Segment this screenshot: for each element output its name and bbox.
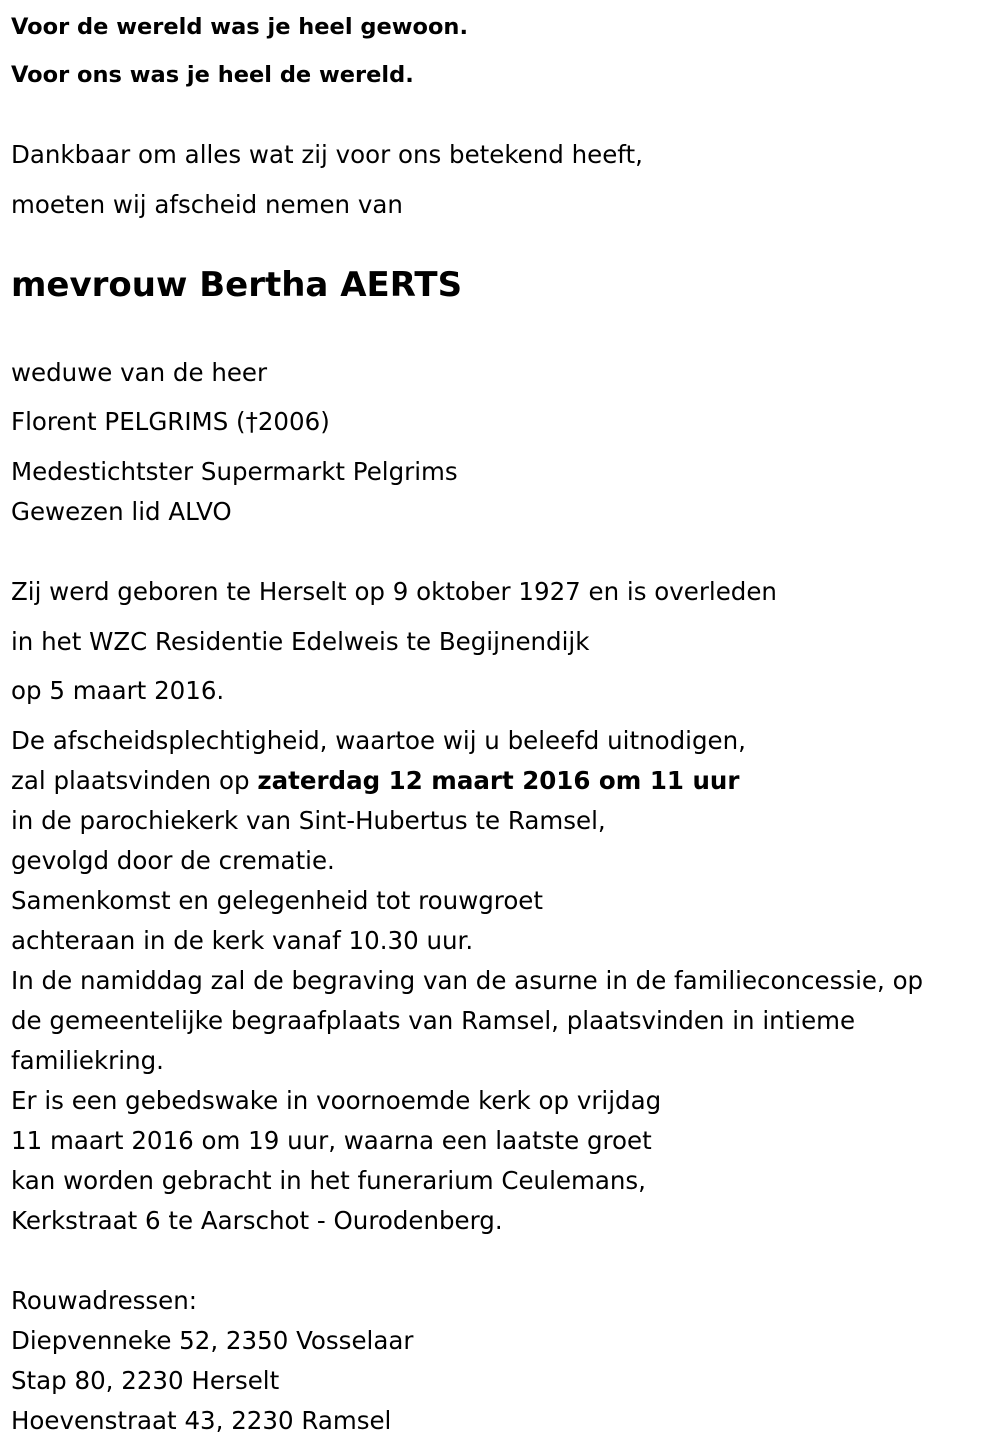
intro-line-1: Dankbaar om alles wat zij voor ons betekend heeft,	[11, 140, 643, 169]
ceremony-line: 11 maart 2016 om 19 uur, waarna een laatste groet	[11, 1126, 652, 1155]
spouse-death-year: 2006)	[257, 407, 330, 436]
widow-of-line: weduwe van de heer	[11, 358, 268, 387]
spouse-name: Florent PELGRIMS (	[11, 407, 246, 436]
ceremony-line: in de parochiekerk van Sint-Hubertus te Ramsel,	[11, 806, 606, 835]
spouse-name-line	[11, 407, 330, 436]
motto-line-1: Voor de wereld was je heel gewoon.	[11, 14, 468, 40]
birth-death-line: Zij werd geboren te Herselt op 9 oktober 1927 en is overleden	[11, 577, 777, 606]
ceremony-line: de gemeentelijke begraafplaats van Ramsel, plaatsvinden in intieme	[11, 1006, 856, 1035]
motto-line-2: Voor ons was je heel de wereld.	[11, 62, 414, 88]
ceremony-line: Kerkstraat 6 te Aarschot - Ourodenberg.	[11, 1206, 503, 1235]
address-line: Hoevenstraat 43, 2230 Ramsel	[11, 1406, 392, 1435]
birth-death-line: op 5 maart 2016.	[11, 676, 225, 705]
ceremony-line: gevolgd door de crematie.	[11, 846, 335, 875]
ceremony-date-prefix: zal plaatsvinden op	[11, 766, 258, 795]
addresses-heading: Rouwadressen:	[11, 1286, 198, 1315]
ceremony-line: achteraan in de kerk vanaf 10.30 uur.	[11, 926, 474, 955]
ceremony-line: De afscheidsplechtigheid, waartoe wij u beleefd uitnodigen,	[11, 726, 746, 755]
ceremony-line: Samenkomst en gelegenheid tot rouwgroet	[11, 886, 543, 915]
ceremony-line: kan worden gebracht in het funerarium Ceulemans,	[11, 1166, 646, 1195]
ceremony-line: Er is een gebedswake in voornoemde kerk op vrijdag	[11, 1086, 662, 1115]
intro-line-2: moeten wij afscheid nemen van	[11, 190, 403, 219]
address-line: Diepvenneke 52, 2350 Vosselaar	[11, 1326, 414, 1355]
ceremony-date-line	[11, 766, 740, 795]
role-line: Medestichtster Supermarkt Pelgrims	[11, 457, 458, 486]
cross-icon: †	[245, 407, 258, 436]
ceremony-line: familiekring.	[11, 1046, 164, 1075]
role-line: Gewezen lid ALVO	[11, 497, 232, 526]
ceremony-date: zaterdag 12 maart 2016 om 11 uur	[257, 766, 740, 795]
ceremony-line: In de namiddag zal de begraving van de asurne in de familieconcessie, op	[11, 966, 924, 995]
address-line: Stap 80, 2230 Herselt	[11, 1366, 280, 1395]
deceased-name: mevrouw Bertha AERTS	[11, 265, 463, 305]
birth-death-line: in het WZC Residentie Edelweis te Begijnendijk	[11, 627, 590, 656]
